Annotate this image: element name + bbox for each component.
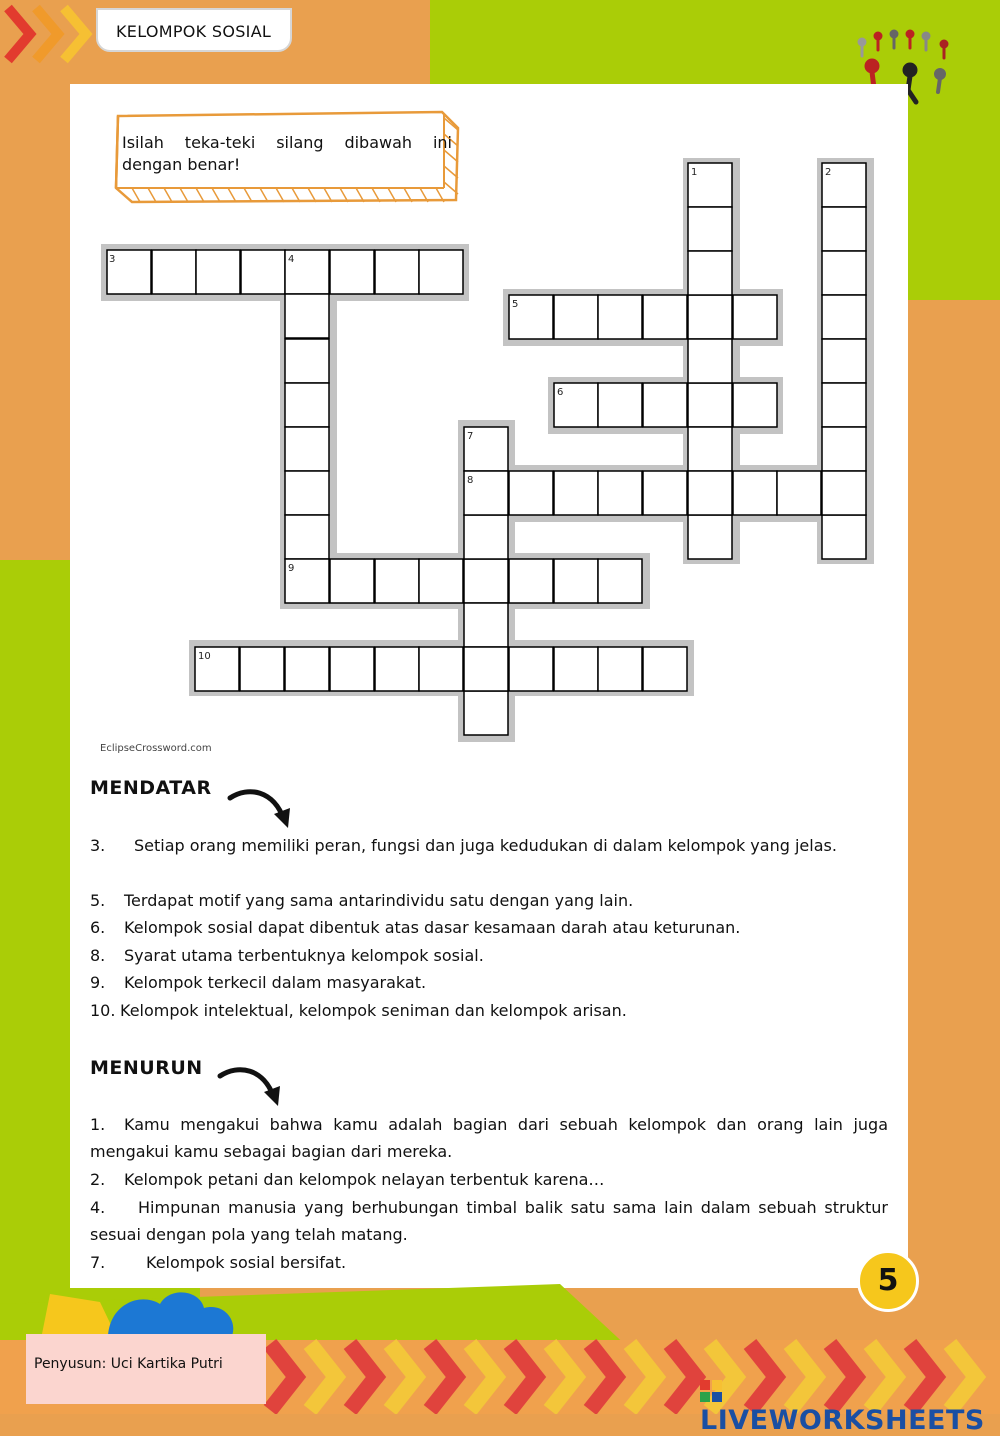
mendatar-clue: 6. Kelompok sosial dapat dibentuk atas dasar kesamaan darah atau keturunan. — [90, 918, 741, 937]
brand-name: LIVEWORKSHEETS — [700, 1405, 985, 1436]
menurun-clue: 1. Kamu mengakui bahwa kamu adalah bagian dari sebuah kelompok dan orang lain juga mengakui kamu sebagai bagian dari mereka. — [90, 1115, 888, 1161]
menurun-clue: 4. Himpunan manusia yang berhubungan timbal balik satu sama lain dalam sebuah struktur sesuai dengan pola yang telah matang. — [90, 1198, 888, 1244]
crossword-credit: EclipseCrossword.com — [100, 743, 212, 754]
menurun-clue: 2. Kelompok petani dan kelompok nelayan terbentuk karena… — [90, 1170, 605, 1189]
clue-number-5: 5 — [512, 299, 519, 310]
curved-arrow-icon — [216, 1062, 282, 1110]
clue-number-7: 7 — [467, 431, 474, 442]
author-label: Penyusun: Uci Kartika Putri — [26, 1334, 266, 1404]
curved-arrow-icon — [226, 784, 292, 832]
header-title: KELOMPOK SOSIAL — [96, 8, 292, 52]
clue-number-1: 1 — [691, 167, 698, 178]
instruction-line-2: dengan benar! — [122, 155, 241, 174]
mendatar-heading: MENDATAR — [90, 777, 212, 799]
brand-logo — [700, 1374, 1000, 1436]
clue-number-4: 4 — [288, 254, 295, 265]
liveworksheets-logo-icon — [700, 1380, 722, 1402]
mendatar-clue: 10. Kelompok intelektual, kelompok seniman dan kelompok arisan. — [90, 1001, 627, 1020]
clue-number-2: 2 — [825, 167, 832, 178]
menurun-clue: 7. Kelompok sosial bersifat. — [90, 1253, 347, 1272]
clue-number-6: 6 — [557, 387, 564, 398]
clue-number-8: 8 — [467, 475, 474, 486]
mendatar-clue: 5. Terdapat motif yang sama antarindividu satu dengan yang lain. — [90, 891, 634, 910]
instruction-line-1: Isilah teka-teki silang dibawah ini — [122, 133, 452, 152]
clue-number-9: 9 — [288, 563, 295, 574]
menurun-heading: MENURUN — [90, 1057, 203, 1079]
page-number-badge: 5 — [857, 1250, 919, 1312]
clue-number-3: 3 — [109, 254, 116, 265]
mendatar-clue: 8. Syarat utama terbentuknya kelompok sosial. — [90, 946, 484, 965]
mendatar-clue: 9. Kelompok terkecil dalam masyarakat. — [90, 973, 427, 992]
clue-number-10: 10 — [198, 651, 211, 662]
mendatar-clue: 3. Setiap orang memiliki peran, fungsi dan juga kedudukan di dalam kelompok yang jelas. — [90, 836, 837, 855]
